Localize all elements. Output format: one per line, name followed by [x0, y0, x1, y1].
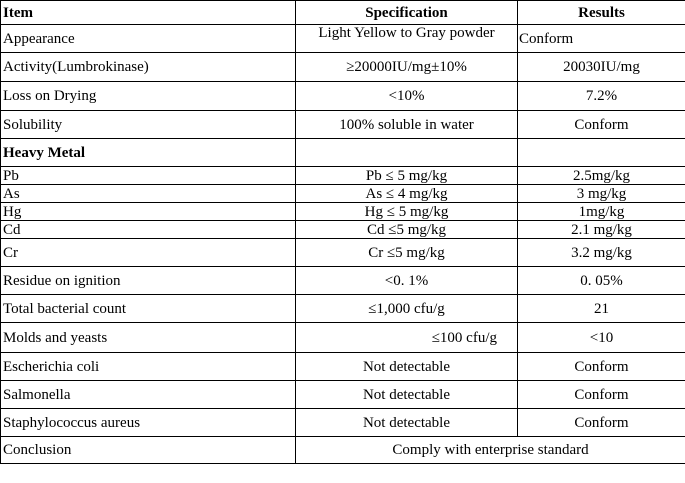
item-cell: Cd	[1, 221, 296, 239]
result-cell: 2.5mg/kg	[518, 167, 685, 185]
item-cell: Escherichia coli	[1, 353, 296, 381]
item-cell: Loss on Drying	[1, 82, 296, 111]
item-cell: As	[1, 185, 296, 203]
table-row	[1, 323, 685, 353]
item-cell: Staphylococcus aureus	[1, 409, 296, 437]
table-row	[1, 185, 685, 203]
result-cell: 2.1 mg/kg	[518, 221, 685, 239]
result-cell: 0. 05%	[518, 267, 685, 295]
item-cell: Molds and yeasts	[1, 323, 296, 353]
spec-cell: Light Yellow to Gray powder	[296, 25, 518, 53]
item-cell: Total bacterial count	[1, 295, 296, 323]
header-specification: Specification	[296, 1, 518, 25]
result-cell: Conform	[518, 111, 685, 139]
table-row	[1, 25, 685, 53]
table-row	[1, 381, 685, 409]
table-row	[1, 221, 685, 239]
spec-cell: ≤1,000 cfu/g	[296, 295, 518, 323]
item-cell: Solubility	[1, 111, 296, 139]
header-row	[1, 1, 685, 25]
spec-cell: <10%	[296, 82, 518, 111]
spec-cell: Not detectable	[296, 381, 518, 409]
item-cell: Pb	[1, 167, 296, 185]
spec-cell	[296, 139, 518, 167]
spec-cell: 100% soluble in water	[296, 111, 518, 139]
table-row	[1, 111, 685, 139]
result-cell: 3.2 mg/kg	[518, 239, 685, 267]
spec-cell: Hg ≤ 5 mg/kg	[296, 203, 518, 221]
item-cell: Salmonella	[1, 381, 296, 409]
table-row	[1, 267, 685, 295]
table-row	[1, 167, 685, 185]
table-row	[1, 353, 685, 381]
item-cell: Appearance	[1, 25, 296, 53]
table-row	[1, 203, 685, 221]
result-cell: Conform	[518, 381, 685, 409]
item-cell: Cr	[1, 239, 296, 267]
conclusion-cell: Comply with enterprise standard	[296, 437, 685, 464]
table-row	[1, 82, 685, 111]
spec-cell: Cr ≤5 mg/kg	[296, 239, 518, 267]
table-row	[1, 239, 685, 267]
spec-cell: As ≤ 4 mg/kg	[296, 185, 518, 203]
section-row-heavy-metal	[1, 139, 685, 167]
section-title: Heavy Metal	[1, 139, 296, 167]
item-cell: Conclusion	[1, 437, 296, 464]
table-row	[1, 409, 685, 437]
header-results: Results	[518, 1, 685, 25]
header-item: Item	[1, 1, 296, 25]
result-cell: 7.2%	[518, 82, 685, 111]
item-cell: Hg	[1, 203, 296, 221]
result-cell: Conform	[518, 353, 685, 381]
result-cell: 1mg/kg	[518, 203, 685, 221]
spec-cell: Not detectable	[296, 409, 518, 437]
result-cell: 3 mg/kg	[518, 185, 685, 203]
spec-cell: ≤100 cfu/g	[296, 323, 518, 353]
result-cell	[518, 139, 685, 167]
result-cell: 20030IU/mg	[518, 53, 685, 82]
spec-cell: ≥20000IU/mg±10%	[296, 53, 518, 82]
table-row	[1, 295, 685, 323]
result-cell: 21	[518, 295, 685, 323]
spec-cell: Pb ≤ 5 mg/kg	[296, 167, 518, 185]
spec-cell: Not detectable	[296, 353, 518, 381]
spec-cell: Cd ≤5 mg/kg	[296, 221, 518, 239]
item-cell: Activity(Lumbrokinase)	[1, 53, 296, 82]
result-cell: Conform	[518, 25, 685, 53]
result-cell: <10	[518, 323, 685, 353]
table-row	[1, 53, 685, 82]
item-cell: Residue on ignition	[1, 267, 296, 295]
result-cell: Conform	[518, 409, 685, 437]
spec-cell: <0. 1%	[296, 267, 518, 295]
conclusion-row	[1, 437, 685, 464]
